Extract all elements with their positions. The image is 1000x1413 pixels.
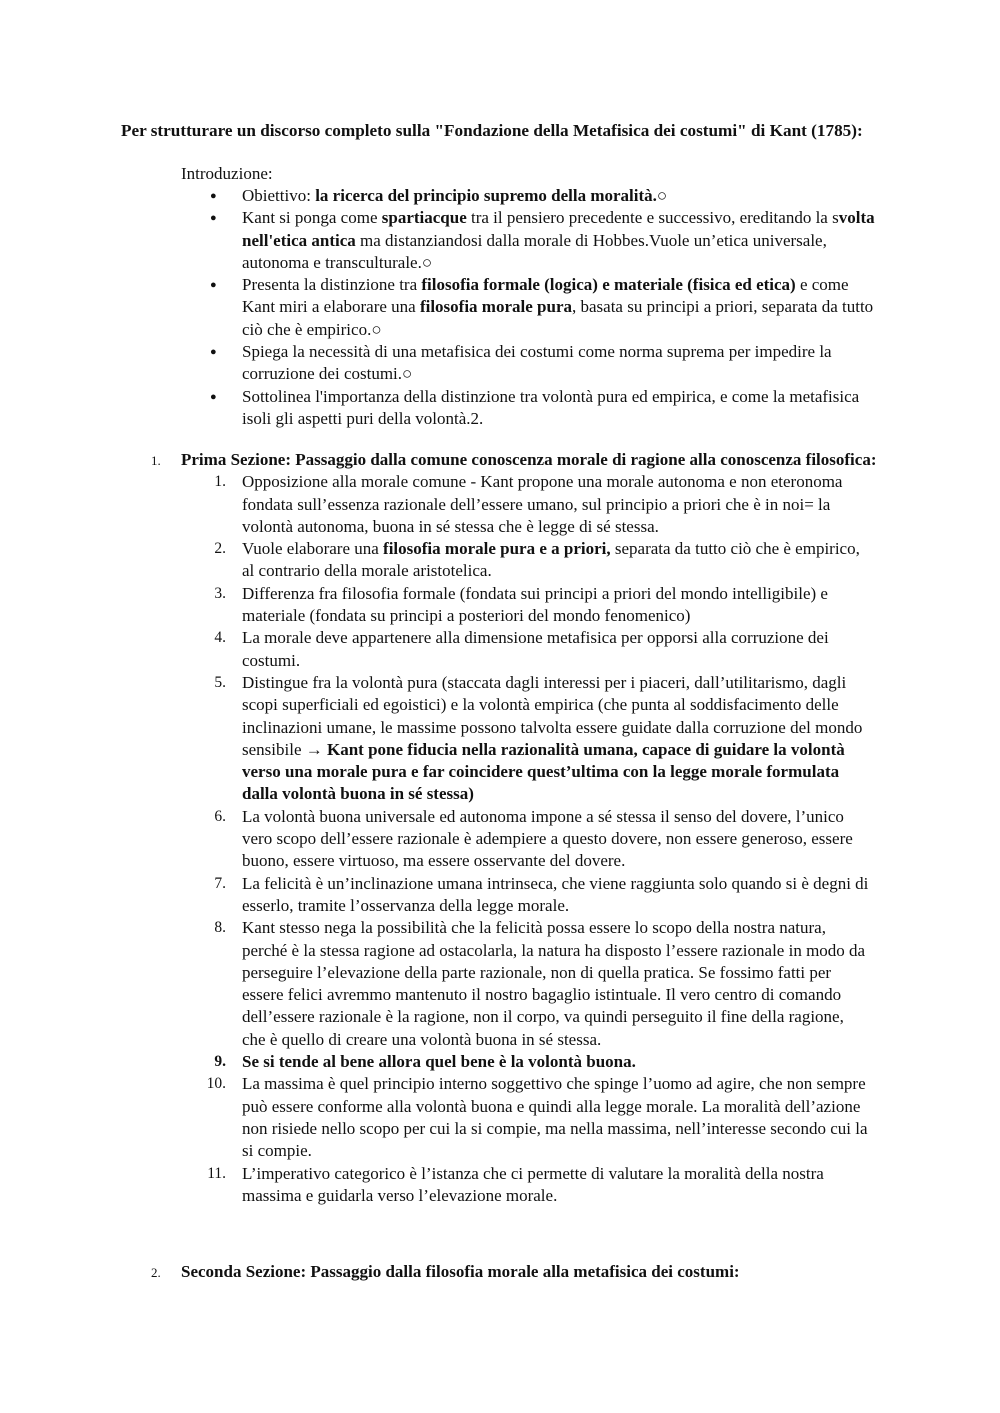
section-heading: Prima Sezione: Passaggio dalla comune conoscenza morale di ragione alla conoscenza filosofica: [181,450,877,469]
intro-bullet: ● Presenta la distinzione tra filosofia formale (logica) e materiale (fisica ed etica) e come Kant miri a elaborare una filosofia morale pura, basata su principi a priori, separata da tutto ciò che è empirico.○ [181,274,881,341]
list-item: 6. La volontà buona universale ed autonoma impone a sé stessa il senso del dovere, l’unico vero scopo dell’essere razionale è adempiere a questo dovere, non essere generoso, essere buono, essere virtuoso, ma essere osservante del dovere. [214,806,853,871]
list-item: 5. Distingue fra la volontà pura (staccata dagli interessi per i piaceri, dall’utilitarismo, dagli scopi superficiali ed egoistici) e la volontà empirica (che punta al soddisfacimento delle inclinazioni umane, le massime possono talvolta essere guidate dalla corruzione del mondo sensibile → Kant pone fiducia nella razionalità umana, capace di guidare la volontà verso una morale pura e far coincidere quest’ultima con la legge morale formulata dalla volontà buona in sé stessa) [214,672,863,804]
intro-label: Introduzione: [181,164,273,183]
section-2 [121,1261,881,1283]
section-1 [121,449,881,1207]
list-item: 11. L’imperativo categorico è l’istanza che ci permette di valutare la moralità della nostra massima e guidarla verso l’elevazione morale. [207,1163,824,1205]
section-number: 1. [151,453,161,468]
list-item: 1. Opposizione alla morale comune - Kant propone una morale autonoma e non eteronoma fondata sull’essenza razionale dell’essere umano, sul principio a priori che è in noi= la volontà autonoma, buona in sé stessa che è legge di sé stessa. [214,472,843,536]
intro-bullet-list [181,185,881,430]
intro-bullet: ● Sottolinea l'importanza della distinzione tra volontà pura ed empirica, e come la metafisica isoli gli aspetti puri della volontà.2. [181,386,881,431]
section-1-list [181,471,871,1207]
list-item: 10. La massima è quel principio interno soggettivo che spinge l’uomo ad agire, che non sempre può essere conforme alla volontà buona e quindi alla legge morale. La moralità dell’azione non risiede nello scopo per cui la si compie, ma nella massima, nell’interesse secondo cui la si compie. [206,1074,868,1161]
list-item: 3. Differenza fra filosofia formale (fondata sui principi a priori del mondo intelligibile) e materiale (fondata su principi a posteriori del mondo fenomenico) [214,583,828,626]
list-item: 8. Kant stesso nega la possibilità che la felicità possa essere lo scopo della nostra natura, perché è la stessa ragione ad ostacolarla, la natura ha disposto l’essere razionale in modo da perseguire l’elevazione della parte razionale, non di quella pratica. Se fossimo fatti per essere felici avremmo mantenuto il nostro bagaglio istintuale. Il vero centro di comando dell’essere razionale è la ragione, non il corpo, va quindi perseguito il fine della ragione, che è quello di creare una volontà buona in sé stessa. [214,918,866,1049]
list-item: 7. La felicità è un’inclinazione umana intrinseca, che viene raggiunta solo quando si è degni di esserlo, tramite l’osservanza della legge morale. [214,873,869,915]
section-number: 2. [151,1265,161,1280]
intro-bullet: ● Kant si ponga come spartiacque tra il pensiero precedente e successivo, ereditando la svolta nell'etica antica ma distanziandosi dalla morale di Hobbes.Vuole un’etica universale, autonoma e transculturale.○ [181,207,881,274]
list-item: 4. La morale deve appartenere alla dimensione metafisica per opporsi alla corruzione dei costumi. [214,628,829,670]
list-item: 2. Vuole elaborare una filosofia morale pura e a priori, separata da tutto ciò che è empirico, al contrario della morale aristotelica. [214,539,860,581]
section-heading: Seconda Sezione: Passaggio dalla filosofia morale alla metafisica dei costumi: [181,1262,740,1281]
intro-bullet: ● Obiettivo: la ricerca del principio supremo della moralità.○ [181,185,881,207]
list-item: 9. Se si tende al bene allora quel bene è la volontà buona. [214,1052,636,1072]
document-title: Per strutturare un discorso completo sulla "Fondazione della Metafisica dei costumi" di Kant (1785): [121,121,863,140]
intro-bullet: ● Spiega la necessità di una metafisica dei costumi come norma suprema per impedire la corruzione dei costumi.○ [181,341,881,386]
